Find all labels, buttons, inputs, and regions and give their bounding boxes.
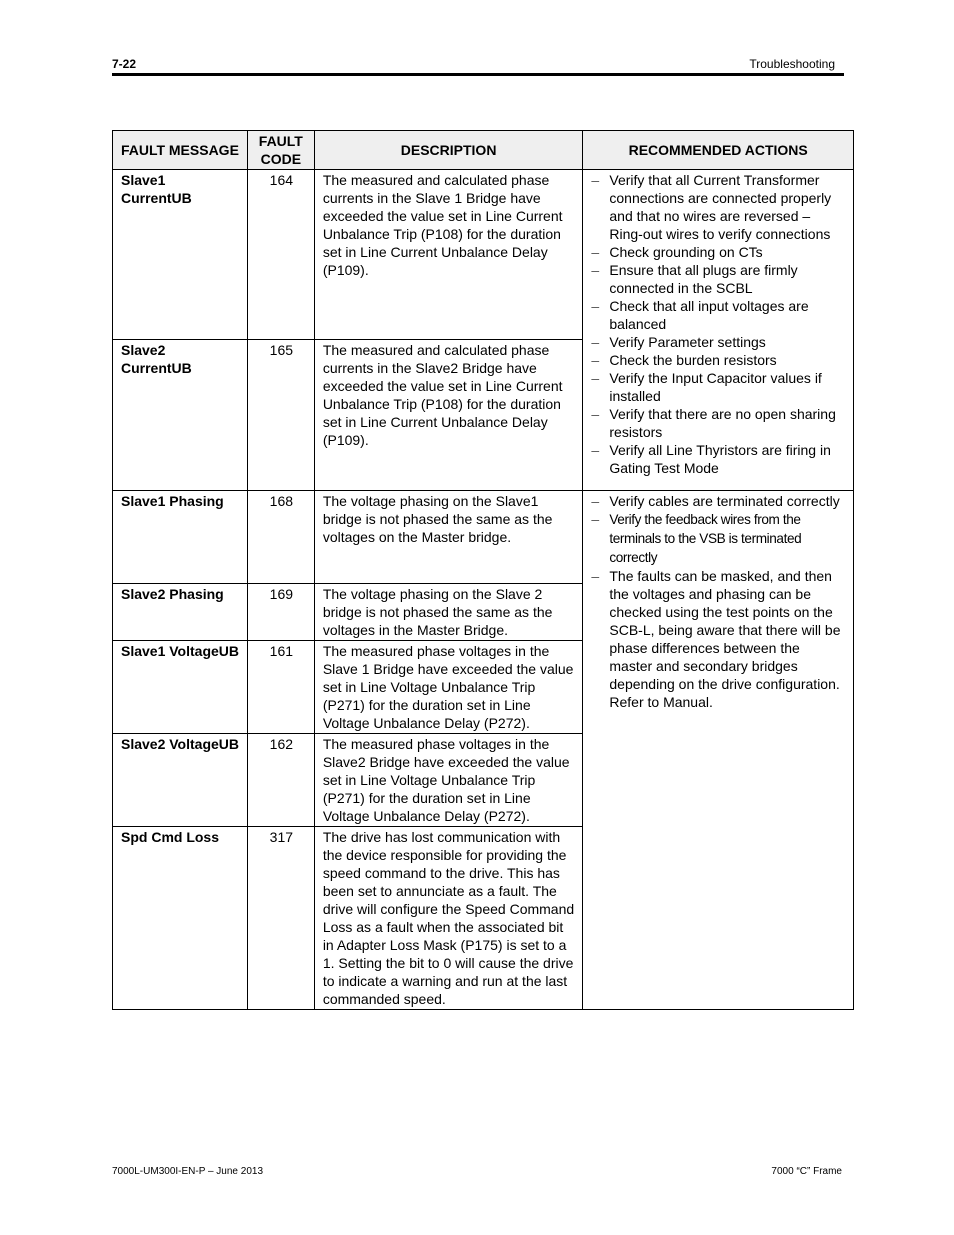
dash-bullet: – <box>591 568 600 584</box>
dash-bullet: – <box>591 244 600 260</box>
action-item: – Verify that all Current Transformer connections are connected properly and that no wires are reversed – Ring-out wires to verify connections <box>591 172 832 242</box>
fault-message: Spd Cmd Loss <box>113 827 248 1010</box>
table-row <box>113 170 854 340</box>
action-item: – Check that all input voltages are balanced <box>591 298 809 332</box>
footer-product: 7000 “C” Frame <box>771 1166 842 1177</box>
action-item: – Verify the Input Capacitor values if installed <box>591 370 822 404</box>
action-item: – Verify that there are no open sharing resistors <box>591 406 836 440</box>
fault-code: 169 <box>247 584 314 641</box>
action-item: – Verify all Line Thyristors are firing in Gating Test Mode <box>591 442 831 476</box>
action-item: – Verify Parameter settings <box>591 334 766 350</box>
fault-message: Slave2 VoltageUB <box>113 734 248 827</box>
fault-description: The measured phase voltages in the Slave 1 Bridge have exceeded the value set in Line Voltage Unbalance Trip (P271) for the duration set in Line Voltage Unbalance Delay (P272). <box>314 641 583 734</box>
action-item: – Verify cables are terminated correctly <box>591 493 840 509</box>
recommended-actions-group1 <box>583 170 854 491</box>
fault-description: The measured and calculated phase currents in the Slave2 Bridge have exceeded the value set in Line Current Unbalance Trip (P108) for the duration set in Line Current Unbalance Delay (P109). <box>314 340 583 491</box>
page-number: 7-22 <box>112 57 137 71</box>
fault-message: Slave2 CurrentUB <box>113 340 248 491</box>
dash-bullet: – <box>591 352 600 368</box>
dash-bullet: – <box>591 370 600 386</box>
dash-bullet: – <box>591 298 600 314</box>
fault-description: The voltage phasing on the Slave1 bridge is not phased the same as the voltages on the Master bridge. <box>314 491 583 584</box>
fault-code: 161 <box>247 641 314 734</box>
action-item: – Check the burden resistors <box>591 352 777 368</box>
col-fault-code: FAULT CODE <box>247 131 314 170</box>
fault-code: 162 <box>247 734 314 827</box>
dash-bullet: – <box>591 493 600 509</box>
col-description: DESCRIPTION <box>314 131 583 170</box>
table-header-row <box>113 131 854 170</box>
actions-list <box>591 492 846 711</box>
col-recommended-actions: RECOMMENDED ACTIONS <box>583 131 854 170</box>
action-item: – The faults can be masked, and then the voltages and phasing can be checked using the test points on the SCB-L, being aware that there will be phase differences between the master and secondary bridges depending on the drive configuration. Refer to Manual. <box>591 568 841 710</box>
fault-message: Slave1 VoltageUB <box>113 641 248 734</box>
table-row <box>113 491 854 584</box>
fault-code: 165 <box>247 340 314 491</box>
fault-description: The voltage phasing on the Slave 2 bridge is not phased the same as the voltages in the Master Bridge. <box>314 584 583 641</box>
action-item: – Verify the feedback wires from the terminals to the VSB is terminated correctly <box>591 511 802 565</box>
dash-bullet: – <box>591 511 600 527</box>
fault-message: Slave2 Phasing <box>113 584 248 641</box>
dash-bullet: – <box>591 262 600 278</box>
dash-bullet: – <box>591 442 600 458</box>
recommended-actions-group2 <box>583 491 854 1010</box>
fault-code: 317 <box>247 827 314 1010</box>
action-item: – Check grounding on CTs <box>591 244 763 260</box>
fault-description: The measured phase voltages in the Slave2 Bridge have exceeded the value set in Line Voltage Unbalance Trip (P271) for the duration set in Line Voltage Unbalance Delay (P272). <box>314 734 583 827</box>
fault-code: 164 <box>247 170 314 340</box>
dash-bullet: – <box>591 334 600 350</box>
fault-table <box>112 130 854 1010</box>
page-header <box>112 55 844 76</box>
fault-message: Slave1 Phasing <box>113 491 248 584</box>
footer-doc-id: 7000L-UM300I-EN-P – June 2013 <box>112 1166 264 1177</box>
fault-code: 168 <box>247 491 314 584</box>
fault-description: The measured and calculated phase currents in the Slave 1 Bridge have exceeded the value set in Line Current Unbalance Trip (P108) for the duration set in Line Current Unbalance Delay (P109). <box>314 170 583 340</box>
actions-list <box>591 171 846 477</box>
fault-description: The drive has lost communication with the device responsible for providing the speed command to the drive. This has been set to annunciate as a fault. The drive will configure the Speed Command Loss as a fault when the associated bit in Adapter Loss Mask (P175) is set to a 1. Setting the bit to 0 will cause the drive to indicate a warning and run at the last commanded speed. <box>314 827 583 1010</box>
col-fault-message: FAULT MESSAGE <box>113 131 248 170</box>
action-item: – Ensure that all plugs are firmly connected in the SCBL <box>591 262 798 296</box>
dash-bullet: – <box>591 406 600 422</box>
section-title: Troubleshooting <box>749 57 835 71</box>
fault-message: Slave1 CurrentUB <box>113 170 248 340</box>
dash-bullet: – <box>591 172 600 188</box>
